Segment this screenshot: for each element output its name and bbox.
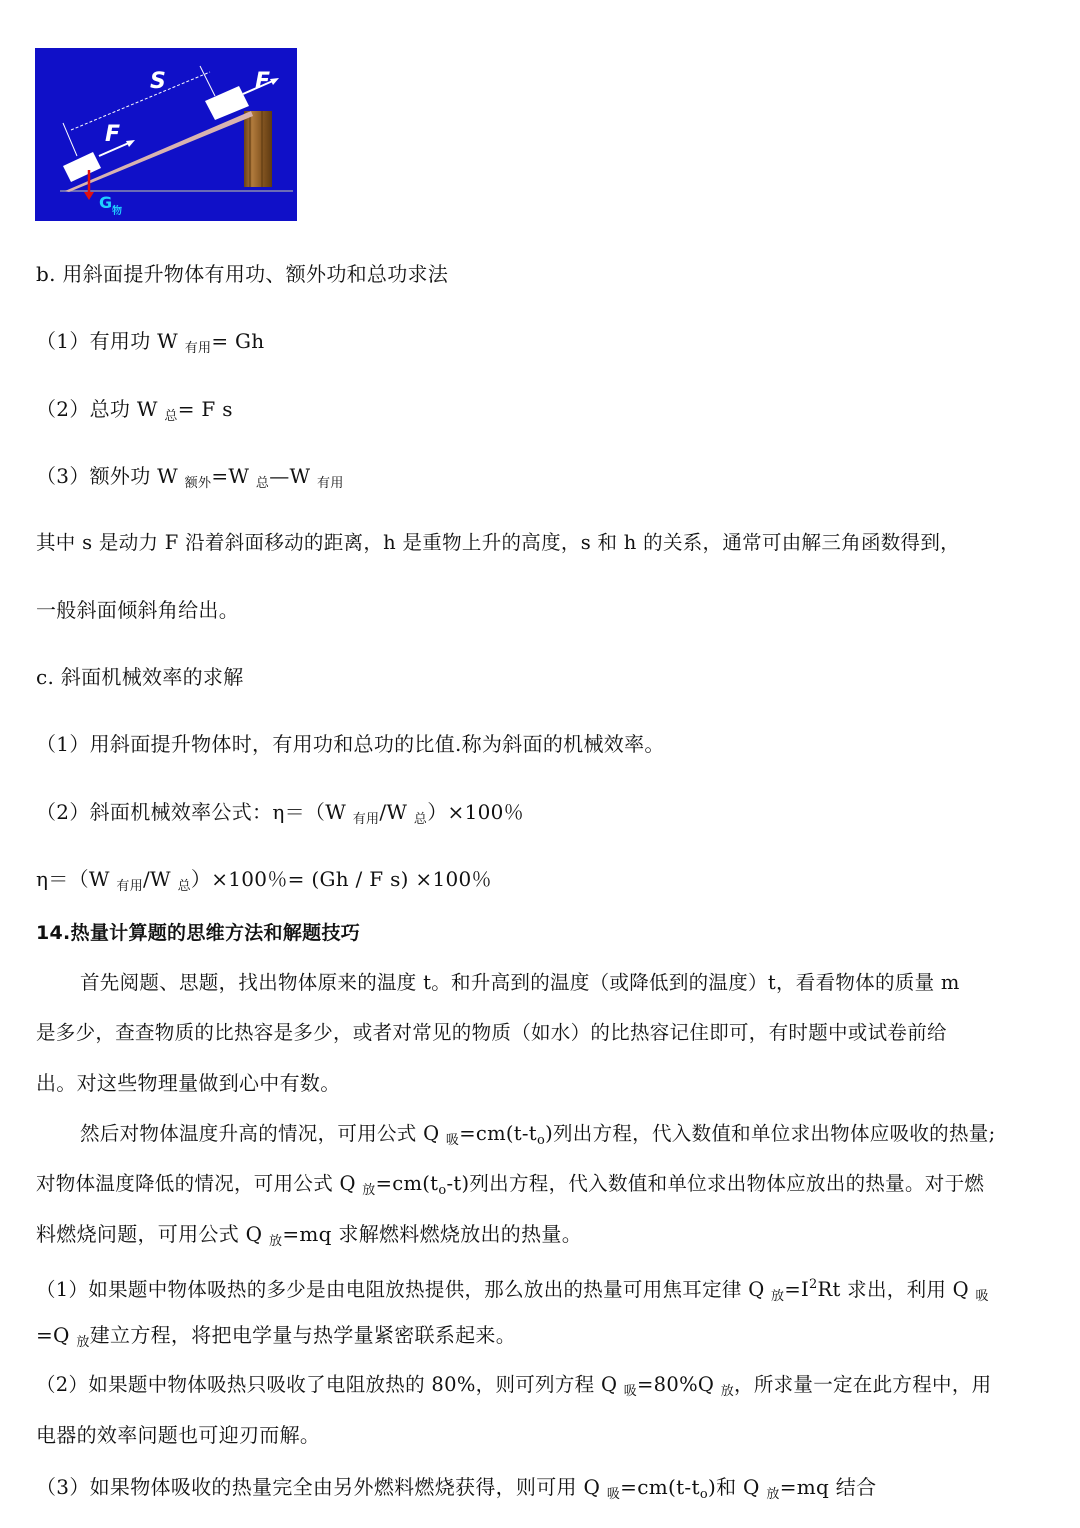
text: 料燃烧问题，可用公式 Q [36, 1222, 270, 1246]
subscript: 放 [269, 1234, 283, 1249]
dimension-line [71, 72, 210, 130]
text: = Gh [211, 329, 265, 353]
arrowhead [126, 140, 135, 147]
subscript: 总 [177, 879, 191, 894]
text: = F s [177, 397, 233, 421]
subscript: o [438, 1183, 447, 1198]
item-2-line-2: 电器的效率问题也可迎刃而解。 [36, 1423, 321, 1447]
text: =mq 结合 [779, 1475, 877, 1499]
formula-total-work [36, 394, 233, 432]
text: （2）斜面机械效率公式：η＝（W [36, 800, 353, 824]
text: （2）总功 W [36, 397, 165, 421]
section-14-heading: 14.热量计算题的思维方法和解题技巧 [36, 922, 361, 944]
paragraph-1-line-1: 首先阅题、思题，找出物体原来的温度 t。和升高到的温度（或降低到的温度）t，看看物体的质量 m [80, 971, 960, 994]
item-2-line-1 [36, 1370, 991, 1407]
arrowhead [270, 78, 279, 85]
subscript: 吸 [975, 1289, 989, 1304]
text: 对物体温度降低的情况，可用公式 Q [36, 1172, 363, 1195]
paragraph-2-line-2 [36, 1169, 984, 1206]
text: ）×100％ [427, 800, 524, 824]
text: /W [143, 867, 178, 891]
subscript: 有用 [116, 879, 144, 894]
text: （1）有用功 W [36, 329, 185, 353]
text: =cm(t-t [459, 1122, 537, 1145]
subscript: 有用 [352, 812, 380, 827]
label-f-lower: F [105, 122, 121, 147]
text: —W [269, 464, 318, 488]
text: Rt 求出，利用 Q [817, 1278, 976, 1301]
incline-diagram [35, 48, 297, 221]
incline-diagram-svg [35, 48, 297, 221]
label-g-sub: 物 [112, 206, 122, 217]
subscript: 额外 [184, 476, 212, 491]
text: =cm(t [375, 1172, 439, 1195]
section-c-title: c. 斜面机械效率的求解 [36, 665, 244, 689]
text: （1）如果题中物体吸热的多少是由电阻放热提供，那么放出的热量可用焦耳定律 Q [36, 1278, 771, 1301]
text: ）×100％= (Gh / F s) ×100％ [190, 867, 492, 891]
arrowhead [84, 192, 94, 200]
block-lower [63, 152, 101, 182]
subscript: 总 [164, 409, 178, 424]
text: 然后对物体温度升高的情况，可用公式 Q [80, 1122, 446, 1145]
subscript: 放 [766, 1487, 780, 1502]
subscript: 吸 [606, 1487, 621, 1502]
subscript: o [699, 1487, 708, 1502]
efficiency-formula-expanded [36, 864, 492, 902]
dimension-tick [200, 66, 215, 96]
dimension-tick [63, 123, 77, 156]
text: =W [211, 464, 256, 488]
formula-extra-work [36, 461, 344, 499]
efficiency-definition: （1）用斜面提升物体时，有用功和总功的比值.称为斜面的机械效率。 [36, 732, 665, 756]
label-g: G [99, 193, 113, 212]
text: =80%Q [637, 1373, 721, 1396]
subscript: 吸 [623, 1384, 638, 1399]
text: 建立方程，将把电学量与热学量紧密联系起来。 [89, 1323, 517, 1347]
efficiency-formula [36, 797, 524, 835]
subscript: 有用 [317, 476, 344, 491]
label-s: S [150, 69, 166, 94]
subscript: 总 [413, 812, 428, 827]
item-1-line-1 [36, 1270, 989, 1312]
paragraph-1-line-2: 是多少，查查物质的比热容是多少，或者对常见的物质（如水）的比热容记住即可，有时题中或试卷前给 [36, 1021, 947, 1044]
text: （3）额外功 W [36, 464, 185, 488]
text: =mq 求解燃料燃烧放出的热量。 [282, 1222, 583, 1246]
subscript: 放 [771, 1289, 785, 1304]
text: -t)列出方程，代入数值和单位求出物体应放出的热量。对于燃 [446, 1172, 985, 1195]
formula-useful-work [36, 326, 265, 364]
text: )和 Q [707, 1475, 767, 1499]
paragraph-2-line-3 [36, 1219, 582, 1257]
item-1-line-2 [36, 1320, 516, 1358]
subscript: 有用 [184, 341, 212, 356]
wooden-support [244, 111, 272, 187]
note-line-2: 一般斜面倾斜角给出。 [36, 598, 239, 622]
paragraph-1-line-3: 出。对这些物理量做到心中有数。 [36, 1071, 341, 1095]
subscript: 总 [255, 476, 270, 491]
section-b-title: b. 用斜面提升物体有用功、额外功和总功求法 [36, 262, 449, 286]
subscript: o [536, 1133, 546, 1148]
note-line-1: 其中 s 是动力 F 沿着斜面移动的距离，h 是重物上升的高度，s 和 h 的关系，通常可由解三角函数得到， [36, 531, 960, 554]
text: /W [379, 800, 414, 824]
subscript: 吸 [445, 1133, 460, 1148]
text: ，所求量一定在此方程中，用 [734, 1373, 992, 1396]
label-f-upper: F [255, 69, 271, 94]
text: =I [784, 1278, 809, 1301]
incline-plane [65, 111, 253, 192]
text: =Q [36, 1323, 77, 1347]
text: =cm(t-t [620, 1475, 700, 1499]
subscript: 放 [720, 1384, 735, 1399]
text: （2）如果题中物体吸热只吸收了电阻放热的 80%，则可列方程 Q [36, 1373, 624, 1396]
superscript: 2 [808, 1277, 818, 1292]
paragraph-2-line-1 [80, 1119, 995, 1156]
text: η＝（W [36, 867, 117, 891]
text: （3）如果物体吸收的热量完全由另外燃料燃烧获得，则可用 Q [36, 1475, 607, 1499]
subscript: 放 [362, 1183, 376, 1198]
item-3-line-1 [36, 1472, 876, 1510]
text: )列出方程，代入数值和单位求出物体应吸收的热量; [545, 1122, 996, 1145]
subscript: 放 [76, 1335, 90, 1350]
